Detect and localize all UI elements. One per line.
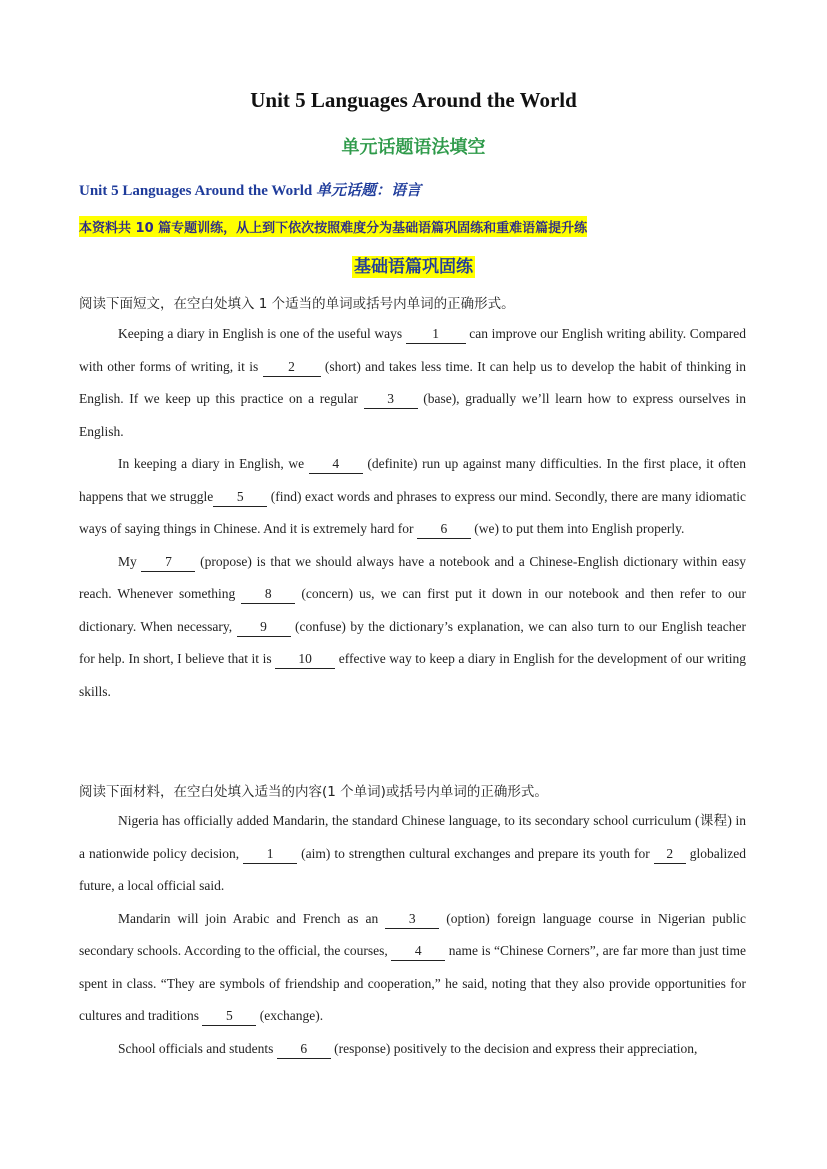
- page-subtitle: 单元话题语法填空: [341, 137, 486, 158]
- text-run: globalized future, a local official said.: [79, 845, 746, 893]
- blank-5[interactable]: 5: [202, 1007, 256, 1026]
- level-heading: [0, 252, 827, 277]
- text-run: My: [118, 553, 142, 569]
- text-run: (response) positively to the decision and express their appreciation,: [330, 1040, 698, 1056]
- paragraph: [79, 1033, 746, 1066]
- notice-banner: 本资料共 10 篇专题训练，从上到下依次按照难度分为基础语篇巩固练和重难语篇提升练: [79, 216, 587, 237]
- text-run: (propose) is that we should always have a notebook and a Chinese-English dictionary within easy reach. Whenever something: [79, 553, 746, 601]
- unit-topic-en: Unit 5 Languages Around the World: [79, 183, 313, 199]
- text-run: (base), gradually we’ll learn how to express ourselves in English.: [79, 391, 747, 439]
- section1-passage: [79, 318, 746, 708]
- blank-9[interactable]: 9: [237, 618, 291, 637]
- blank-1[interactable]: 1: [243, 845, 297, 864]
- blank-3[interactable]: 3: [364, 390, 418, 409]
- paragraph: [79, 546, 746, 709]
- text-run: (concern) us, we can first put it down in our notebook and then refer to our dictionary. When necessary,: [79, 586, 746, 634]
- unit-topic: [79, 179, 421, 200]
- text-run: (we) to put them into English properly.: [470, 521, 685, 536]
- text-run: Keeping a diary in English is one of the useful ways: [118, 326, 406, 341]
- page-title: Unit 5 Languages Around the World: [250, 88, 577, 112]
- text-run: (aim) to strengthen cultural exchanges and prepare its youth for: [297, 845, 654, 861]
- paragraph: [79, 903, 746, 1033]
- text-run: (find) exact words and phrases to express our mind. Secondly, there are many idiomatic ways of saying things in Chinese. And it is extremely hard for: [79, 488, 747, 536]
- blank-4[interactable]: 4: [309, 455, 363, 474]
- text-run: Mandarin will join Arabic and French as an: [118, 910, 386, 926]
- text-run: School officials and students: [118, 1040, 277, 1056]
- text-run: name is “Chinese Corners”, are far more than just time spent in class. “They are symbols of friendship and cooperation,” he said, noting that they also provide opportunities for cultures and traditions: [79, 943, 746, 1023]
- text-run: can improve our English writing ability. Compared with other forms of writing, it is: [79, 326, 746, 374]
- paragraph: [79, 318, 746, 448]
- blank-6[interactable]: 6: [277, 1040, 331, 1059]
- text-run: effective way to keep a diary in English for the development of our writing skills.: [79, 651, 747, 699]
- text-run: In keeping a diary in English, we: [118, 456, 309, 471]
- blank-10[interactable]: 10: [275, 650, 335, 669]
- blank-2[interactable]: 2: [654, 845, 686, 864]
- text-run: (option) foreign language course in Nigerian public secondary schools. According to the official, the courses,: [79, 910, 746, 958]
- section2-instruction: 阅读下面材料，在空白处填入适当的内容(1 个单词)或括号内单词的正确形式。: [79, 784, 548, 800]
- text-run: (confuse) by the dictionary’s explanation, we can also turn to our English teacher for help. In short, I believe that it is: [79, 618, 746, 666]
- blank-8[interactable]: 8: [241, 585, 295, 604]
- blank-4[interactable]: 4: [391, 942, 445, 961]
- unit-topic-cn: 单元话题：语言: [316, 181, 422, 199]
- section1-instruction: 阅读下面短文，在空白处填入 1 个适当的单词或括号内单词的正确形式。: [79, 296, 515, 312]
- level-heading-label: 基础语篇巩固练: [354, 257, 473, 277]
- blank-5[interactable]: 5: [213, 488, 267, 507]
- paragraph: [79, 805, 746, 903]
- paragraph: [79, 448, 746, 546]
- text-run: Nigeria has officially added Mandarin, the standard Chinese language, to its secondary school curriculum (课程) in a nationwide policy decision,: [79, 813, 746, 861]
- blank-1[interactable]: 1: [406, 325, 466, 344]
- text-run: (definite) run up against many difficulties. In the first place, it often happens that we struggle: [79, 456, 746, 504]
- blank-3[interactable]: 3: [385, 910, 439, 929]
- blank-2[interactable]: 2: [263, 358, 321, 377]
- blank-7[interactable]: 7: [141, 553, 195, 572]
- blank-6[interactable]: 6: [417, 520, 471, 539]
- text-run: (exchange).: [256, 1008, 324, 1023]
- text-run: (short) and takes less time. It can help us to develop the habit of thinking in English. If we keep up this practice on a regular: [79, 358, 747, 406]
- section2-passage: [79, 805, 746, 1065]
